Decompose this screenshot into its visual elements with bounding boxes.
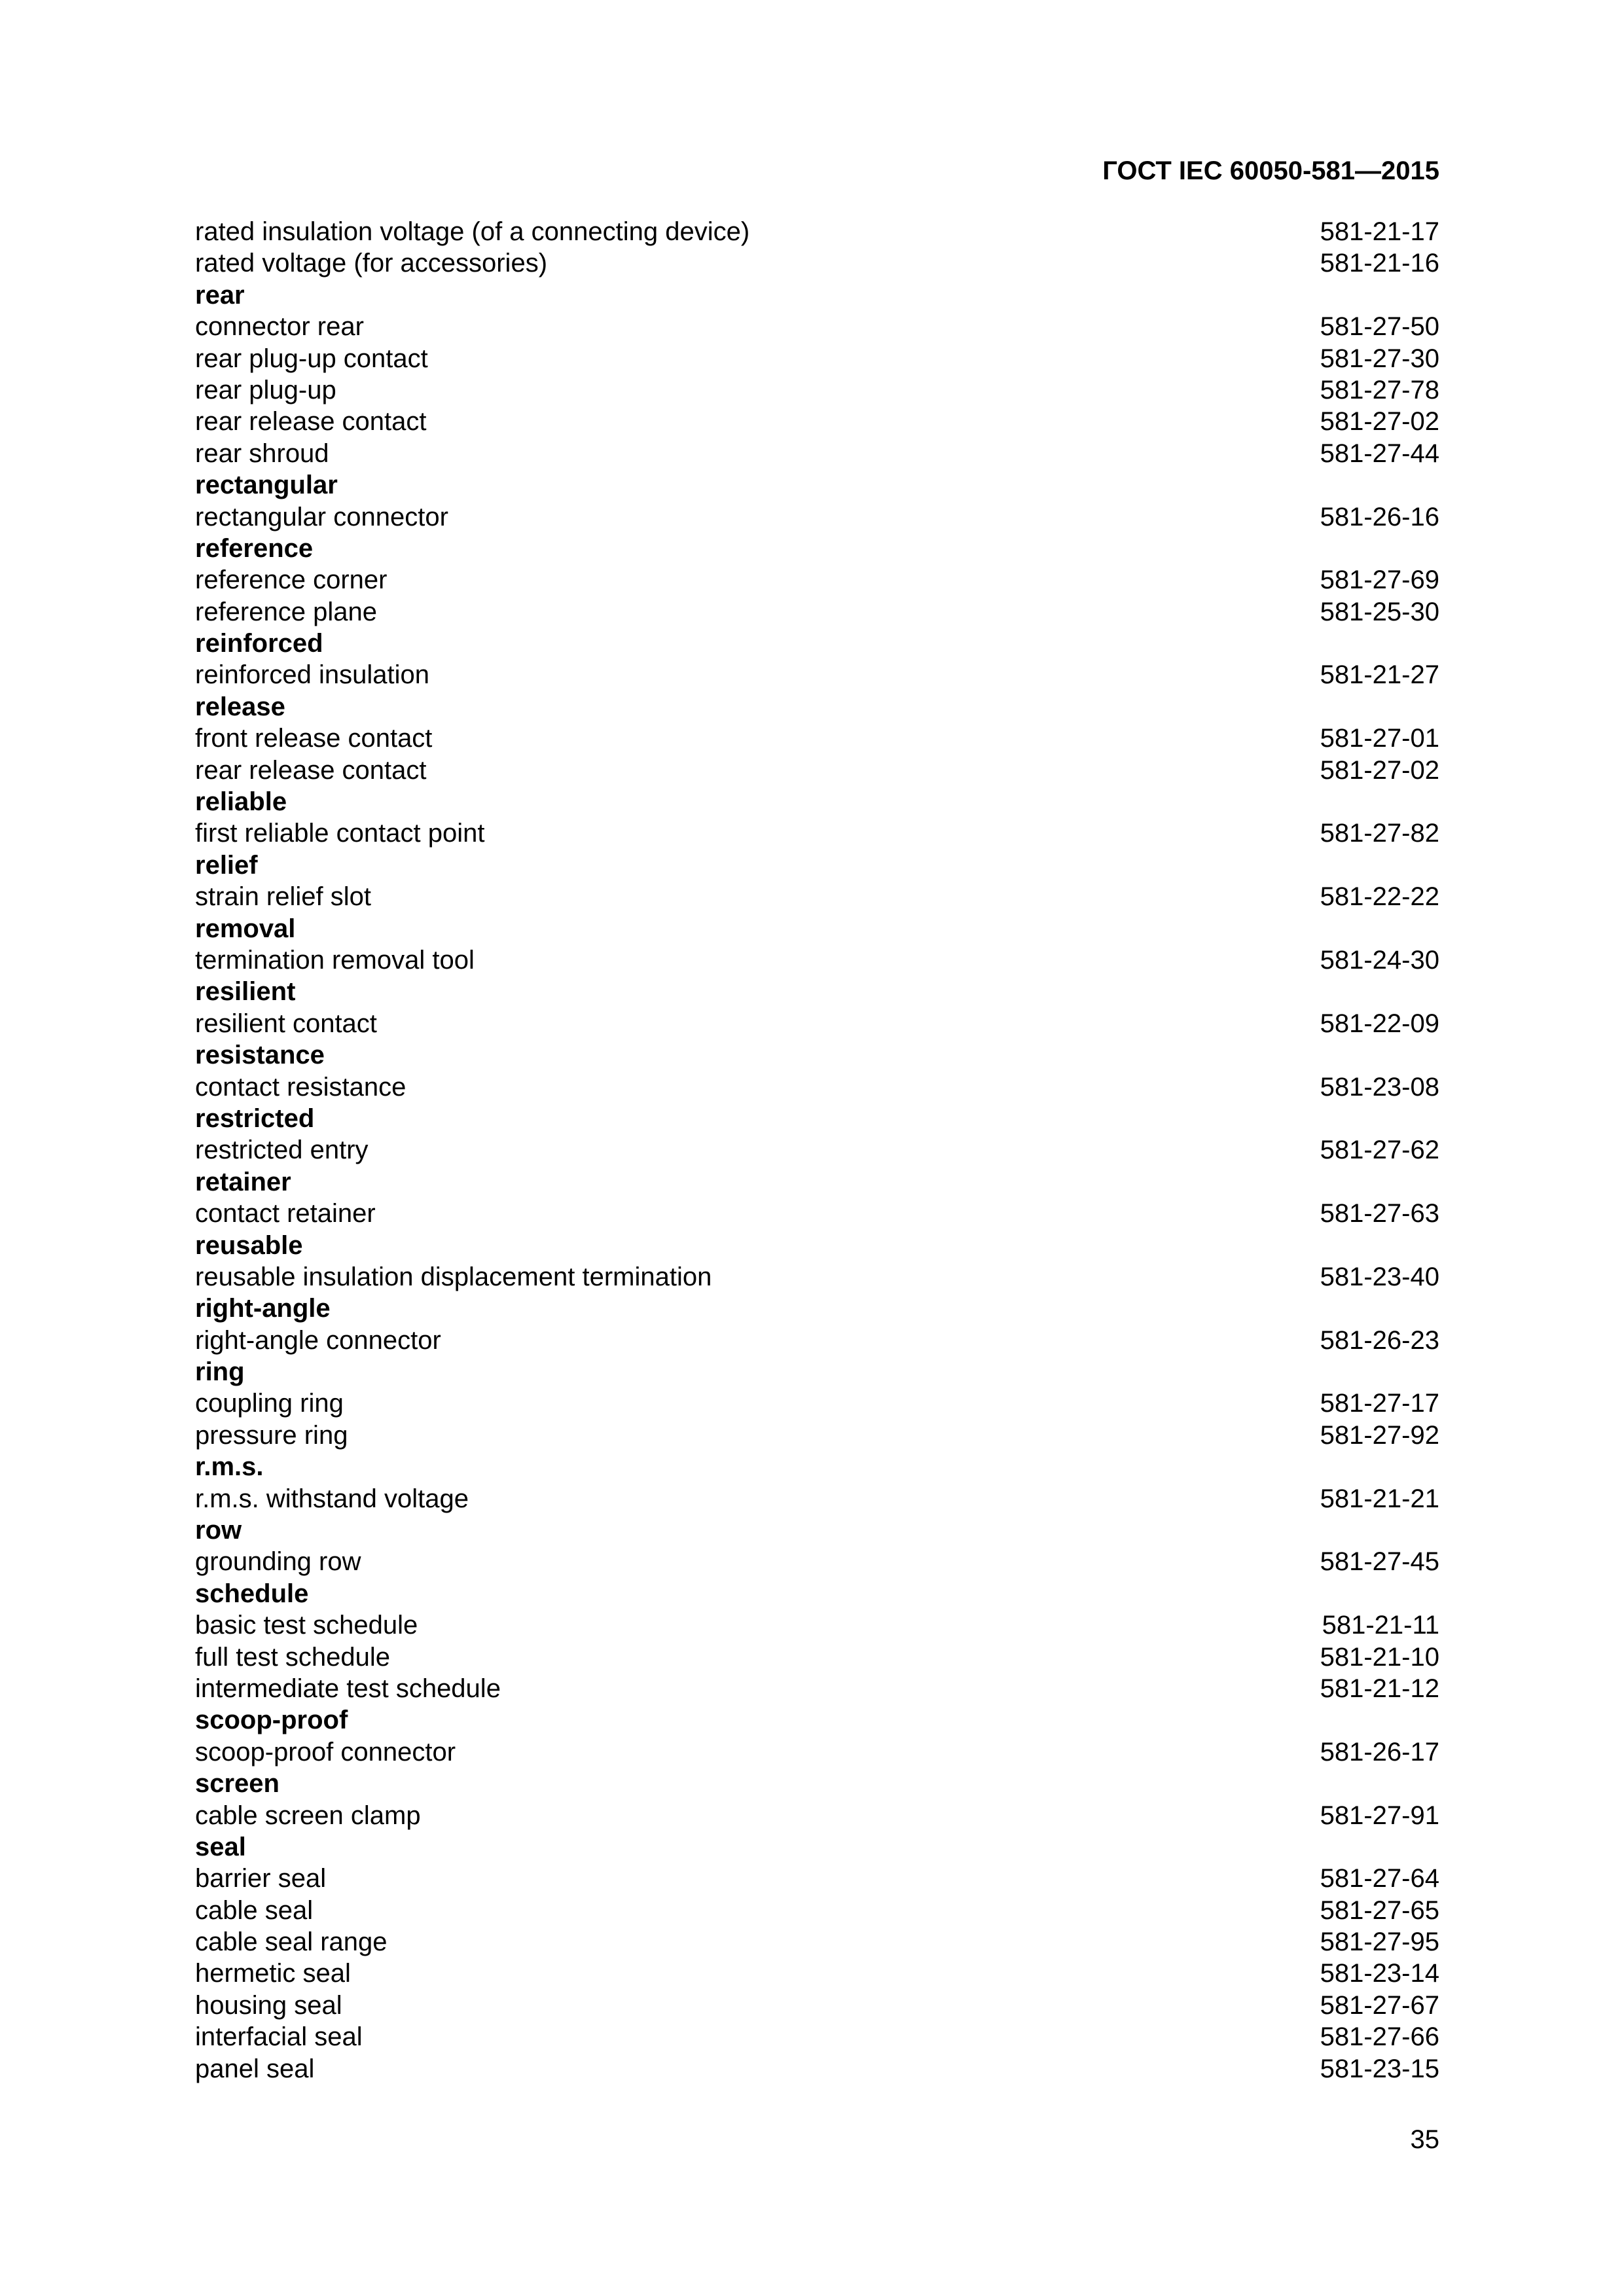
index-heading	[195, 533, 1439, 564]
heading-term: seal	[195, 1832, 246, 1861]
heading-term: screen	[195, 1769, 280, 1799]
entry-term: rated insulation voltage (of a connecting device)	[195, 217, 750, 246]
index-heading	[195, 1103, 1439, 1134]
entry-reference: 581-23-15	[1320, 2054, 1439, 2083]
index-heading	[195, 850, 1439, 881]
index-entry	[195, 1958, 1439, 1989]
index-heading	[195, 469, 1439, 501]
entry-term: front release contact	[195, 724, 433, 753]
index-entry	[195, 1388, 1439, 1419]
entry-term: reference corner	[195, 565, 388, 595]
entry-reference: 581-26-16	[1320, 502, 1439, 531]
index-entry	[195, 1483, 1439, 1515]
page-number: 35	[1410, 2125, 1439, 2154]
index-entry	[195, 1609, 1439, 1641]
index-entry	[195, 723, 1439, 754]
entry-term: cable screen clamp	[195, 1801, 421, 1830]
index-entry	[195, 1800, 1439, 1831]
entry-reference: 581-21-10	[1320, 1642, 1439, 1672]
entry-term: resilient contact	[195, 1009, 377, 1038]
entry-term: hermetic seal	[195, 1959, 351, 1988]
entry-term: reference plane	[195, 597, 377, 626]
entry-term: intermediate test schedule	[195, 1674, 501, 1703]
entry-reference: 581-27-95	[1320, 1928, 1439, 1957]
index-heading	[195, 691, 1439, 723]
entry-reference: 581-27-50	[1320, 312, 1439, 342]
index-heading	[195, 1166, 1439, 1198]
index-entry	[195, 1261, 1439, 1293]
index-heading	[195, 786, 1439, 817]
index-entry	[195, 1071, 1439, 1103]
entry-reference: 581-21-17	[1320, 217, 1439, 246]
heading-term: ring	[195, 1357, 245, 1387]
index-entry	[195, 1008, 1439, 1039]
heading-term: removal	[195, 914, 296, 943]
heading-term: r.m.s.	[195, 1452, 264, 1482]
entry-term: rear release contact	[195, 407, 427, 437]
entry-reference: 581-27-45	[1320, 1547, 1439, 1577]
entry-reference: 581-27-02	[1320, 755, 1439, 785]
index-entry	[195, 659, 1439, 691]
heading-term: right-angle	[195, 1294, 331, 1323]
index-entry	[195, 881, 1439, 912]
index-entry	[195, 1926, 1439, 1958]
entry-reference: 581-27-82	[1320, 819, 1439, 848]
heading-term: restricted	[195, 1103, 315, 1133]
entry-term: panel seal	[195, 2054, 315, 2083]
index-heading	[195, 1578, 1439, 1609]
index-entry	[195, 817, 1439, 849]
entry-term: right-angle connector	[195, 1325, 441, 1355]
heading-term: reliable	[195, 787, 287, 817]
index-entry	[195, 944, 1439, 976]
index-heading	[195, 1356, 1439, 1388]
entry-reference: 581-27-62	[1320, 1136, 1439, 1165]
entry-term: rear release contact	[195, 755, 427, 785]
entry-term: connector rear	[195, 312, 364, 342]
heading-term: scoop-proof	[195, 1706, 348, 1735]
entry-reference: 581-27-64	[1320, 1864, 1439, 1893]
entry-reference: 581-27-65	[1320, 1895, 1439, 1925]
heading-term: reinforced	[195, 629, 323, 658]
entry-reference: 581-27-92	[1320, 1420, 1439, 1450]
entry-reference: 581-27-17	[1320, 1389, 1439, 1418]
document-header: ГОСТ IEC 60050-581—2015	[1102, 156, 1439, 185]
index-entry	[195, 1198, 1439, 1229]
entry-term: housing seal	[195, 1990, 342, 2020]
entry-reference: 581-21-12	[1320, 1674, 1439, 1703]
entry-reference: 581-21-21	[1320, 1484, 1439, 1513]
index-entry	[195, 1736, 1439, 1768]
index-entry	[195, 1895, 1439, 1926]
heading-term: release	[195, 692, 285, 721]
index-entry	[195, 247, 1439, 279]
index-heading	[195, 1831, 1439, 1863]
entry-reference: 581-27-63	[1320, 1199, 1439, 1229]
entry-term: barrier seal	[195, 1864, 327, 1893]
entry-term: contact resistance	[195, 1072, 406, 1102]
index-heading	[195, 1230, 1439, 1261]
heading-term: reusable	[195, 1230, 303, 1260]
heading-term: rear	[195, 280, 245, 310]
entry-reference: 581-21-11	[1322, 1611, 1439, 1640]
entry-term: contact retainer	[195, 1199, 376, 1229]
entry-term: interfacial seal	[195, 2022, 363, 2052]
heading-term: row	[195, 1516, 242, 1545]
entry-reference: 581-23-08	[1320, 1072, 1439, 1102]
entry-reference: 581-27-44	[1320, 439, 1439, 468]
entry-reference: 581-27-78	[1320, 375, 1439, 404]
term-index	[195, 216, 1439, 2085]
entry-term: basic test schedule	[195, 1611, 418, 1640]
entry-term: full test schedule	[195, 1642, 390, 1672]
heading-term: retainer	[195, 1167, 291, 1196]
entry-reference: 581-27-02	[1320, 407, 1439, 437]
entry-term: reusable insulation displacement termination	[195, 1262, 712, 1291]
entry-term: rectangular connector	[195, 502, 448, 531]
index-entry	[195, 1325, 1439, 1356]
entry-reference: 581-27-67	[1320, 1990, 1439, 2020]
entry-term: termination removal tool	[195, 945, 475, 975]
entry-reference: 581-23-40	[1320, 1262, 1439, 1291]
entry-reference: 581-26-23	[1320, 1325, 1439, 1355]
entry-reference: 581-21-27	[1320, 660, 1439, 690]
index-heading	[195, 1293, 1439, 1324]
index-entry	[195, 1673, 1439, 1704]
entry-reference: 581-26-17	[1320, 1737, 1439, 1767]
index-entry	[195, 1990, 1439, 2021]
entry-term: cable seal range	[195, 1928, 388, 1957]
index-heading	[195, 279, 1439, 311]
entry-term: rated voltage (for accessories)	[195, 249, 548, 278]
index-entry	[195, 564, 1439, 596]
index-heading	[195, 1768, 1439, 1799]
entry-term: r.m.s. withstand voltage	[195, 1484, 469, 1513]
entry-term: rear plug-up contact	[195, 344, 428, 373]
index-entry	[195, 501, 1439, 533]
entry-term: rear plug-up	[195, 375, 336, 404]
index-entry	[195, 438, 1439, 469]
entry-reference: 581-22-22	[1320, 882, 1439, 912]
index-entry	[195, 2021, 1439, 2053]
index-heading	[195, 628, 1439, 659]
entry-term: strain relief slot	[195, 882, 371, 912]
heading-term: resistance	[195, 1041, 325, 1070]
index-entry	[195, 374, 1439, 406]
index-entry	[195, 596, 1439, 628]
index-entry	[195, 406, 1439, 437]
index-heading	[195, 1515, 1439, 1546]
entry-term: scoop-proof connector	[195, 1737, 456, 1767]
index-heading	[195, 1039, 1439, 1071]
entry-term: restricted entry	[195, 1136, 369, 1165]
entry-term: pressure ring	[195, 1420, 348, 1450]
entry-reference: 581-27-01	[1320, 724, 1439, 753]
entry-reference: 581-27-91	[1320, 1801, 1439, 1830]
index-entry	[195, 1546, 1439, 1577]
entry-reference: 581-27-69	[1320, 565, 1439, 595]
index-entry	[195, 311, 1439, 342]
index-entry	[195, 216, 1439, 247]
index-heading	[195, 1704, 1439, 1736]
entry-reference: 581-27-30	[1320, 344, 1439, 373]
entry-reference: 581-22-09	[1320, 1009, 1439, 1038]
heading-term: reference	[195, 533, 314, 563]
heading-term: relief	[195, 850, 258, 880]
entry-term: grounding row	[195, 1547, 361, 1577]
entry-term: cable seal	[195, 1895, 314, 1925]
entry-term: coupling ring	[195, 1389, 344, 1418]
entry-term: rear shroud	[195, 439, 329, 468]
index-entry	[195, 1134, 1439, 1166]
entry-reference: 581-24-30	[1320, 945, 1439, 975]
index-entry	[195, 1863, 1439, 1894]
index-entry	[195, 755, 1439, 786]
heading-term: rectangular	[195, 471, 338, 500]
index-entry	[195, 1420, 1439, 1451]
index-entry	[195, 2053, 1439, 2085]
index-heading	[195, 1451, 1439, 1482]
index-heading	[195, 976, 1439, 1007]
entry-reference: 581-23-14	[1320, 1959, 1439, 1988]
heading-term: schedule	[195, 1579, 309, 1608]
entry-reference: 581-25-30	[1320, 597, 1439, 626]
index-heading	[195, 913, 1439, 944]
index-entry	[195, 1641, 1439, 1673]
entry-reference: 581-21-16	[1320, 249, 1439, 278]
entry-term: first reliable contact point	[195, 819, 485, 848]
heading-term: resilient	[195, 977, 296, 1007]
entry-term: reinforced insulation	[195, 660, 429, 690]
entry-reference: 581-27-66	[1320, 2022, 1439, 2052]
index-entry	[195, 343, 1439, 374]
